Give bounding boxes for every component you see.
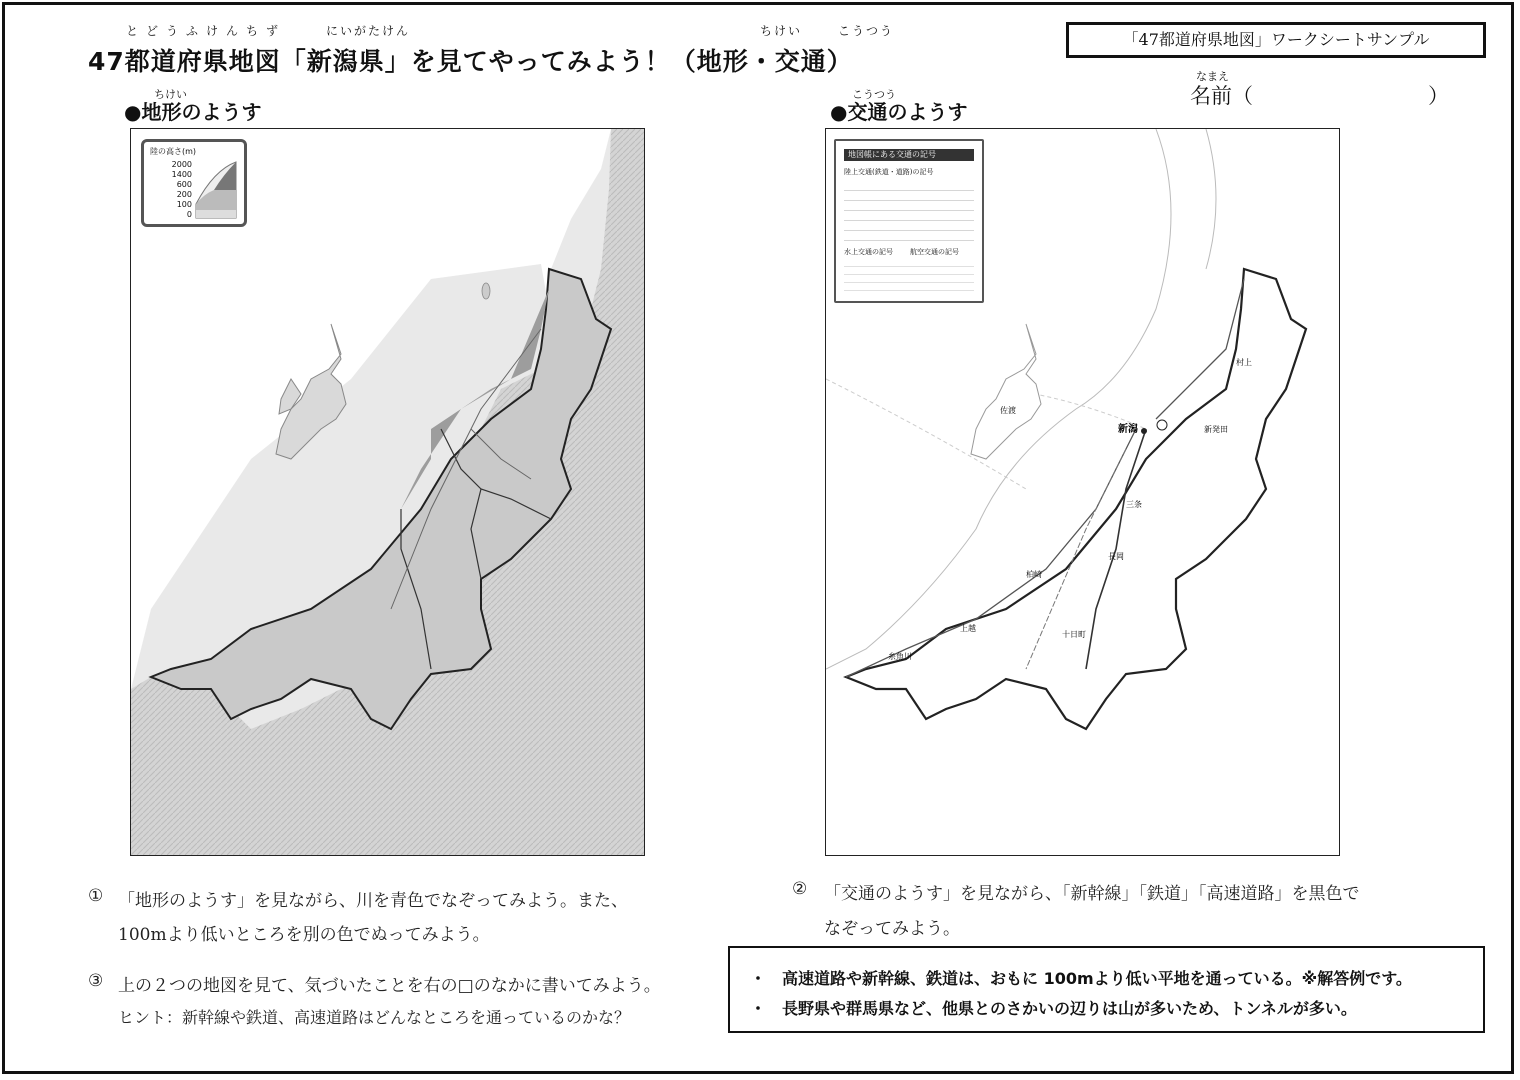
niigata-outline (846, 269, 1306, 729)
q3-line1: 上の２つの地図を見て、気づいたことを右の□のなかに書いてみよう。 (118, 976, 661, 996)
terrain-map-graphic (131, 129, 645, 856)
q3-number: ③ (88, 971, 104, 991)
legend-row-land: 陸上交通(鉄道・道路)の記号 (844, 168, 934, 176)
legend-level-1400: 1400 (171, 170, 192, 179)
label-shibata: 新発田 (1204, 425, 1228, 434)
terrain-map (130, 128, 645, 856)
shinkansen-line (1086, 429, 1146, 669)
legend-level-0: 0 (186, 210, 192, 219)
answer-line-1: ・ 高速道路や新幹線、鉄道は、おもに 100mより低い平地を通っている。※解答例です。 (750, 969, 1412, 988)
name-label: 名前（ (1190, 84, 1253, 108)
page-title: 47都道府県地図「新潟県」を見てやってみよう！（地形・交通） (88, 47, 853, 76)
label-nagaoka: 長岡 (1108, 552, 1124, 561)
q3-line2: ヒント：新幹線や鉄道、高速道路はどんなところを通っているのかな？ (118, 1008, 631, 1027)
airport-icon (1157, 420, 1167, 430)
label-itoigawa: 糸魚川 (888, 652, 912, 661)
niigata-city-marker (1141, 428, 1147, 434)
legend-level-2000: 2000 (171, 160, 192, 169)
railway-line (846, 429, 1136, 677)
q2-number: ② (792, 879, 808, 899)
label-joetsu: 上越 (960, 624, 976, 633)
transport-map (825, 128, 1340, 856)
name-ruby: なまえ (1196, 70, 1229, 83)
sample-label: 「47都道府県地図」ワークシートサンプル (1066, 22, 1486, 58)
title-ruby-koutsuu: こうつう (838, 24, 895, 38)
elevation-scale (194, 160, 238, 220)
transport-legend (834, 139, 984, 303)
label-murakami: 村上 (1236, 358, 1252, 367)
title-ruby-todoufukenchizu: とどうふけんちず (126, 24, 287, 38)
legend-row-water: 水上交通の記号 (844, 248, 893, 256)
transport-ruby: こうつう (852, 88, 896, 101)
label-tokamachi: 十日町 (1062, 630, 1086, 639)
name-close: ） (1428, 84, 1449, 108)
label-sanjo: 三条 (1126, 500, 1142, 509)
terrain-legend (141, 139, 247, 227)
answer-box[interactable] (728, 946, 1485, 1033)
sado-island-outline (971, 324, 1041, 459)
transport-heading: ●交通のようす (830, 100, 968, 124)
legend-level-100: 100 (176, 200, 192, 209)
terrain-legend-title: 陸の高さ(m) (150, 147, 197, 156)
label-sado: 佐渡 (1000, 406, 1016, 415)
awashima-island (482, 283, 490, 299)
label-niigata: 新潟 (1118, 424, 1138, 435)
label-kashiwazaki: 柏崎 (1026, 570, 1042, 579)
q2-line2: なぞってみよう。 (824, 919, 960, 939)
q1-line1: 「地形のようす」を見ながら、川を青色でなぞってみよう。また、 (118, 891, 628, 911)
terrain-heading: ●地形のようす (124, 100, 262, 124)
q1-line2: 100mより低いところを別の色でぬってみよう。 (118, 925, 490, 945)
legend-row-air: 航空交通の記号 (910, 248, 959, 256)
terrain-ruby: ちけい (154, 88, 187, 101)
q1-number: ① (88, 886, 104, 906)
title-ruby-niigataken: にいがたけん (326, 24, 411, 38)
legend-level-600: 600 (176, 180, 192, 189)
transport-legend-title: 地図帳にある交通の記号 (844, 149, 974, 161)
title-ruby-chikei: ちけい (760, 24, 803, 38)
answer-line-2: ・ 長野県や群馬県など、他県とのさかいの辺りは山が多いため、トンネルが多い。 (750, 999, 1357, 1018)
legend-level-200: 200 (176, 190, 192, 199)
name-field[interactable] (1262, 84, 1422, 108)
q2-line1: 「交通のようす」を見ながら、「新幹線」「鉄道」「高速道路」を黒色で (824, 884, 1360, 904)
